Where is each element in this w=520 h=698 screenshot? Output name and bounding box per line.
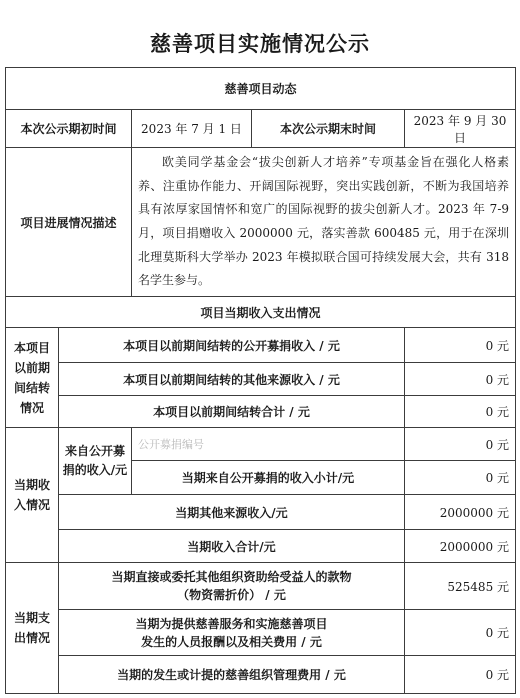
progress-row [6,148,516,297]
carryover-row-total [6,396,516,428]
period-start-label: 本次公示期初时间 [6,110,132,148]
expense-admin-label: 当期的发生或计提的慈善组织管理费用 / 元 [59,656,405,694]
carryover-public-value: 0 元 [405,328,516,363]
income-total-label: 当期收入合计/元 [59,530,405,563]
income-total-value: 2000000 元 [405,530,516,563]
expense-direct-line2: （物资需折价） / 元 [177,588,286,602]
income-public-subtotal-value: 0 元 [405,461,516,495]
page-title: 慈善项目实施情况公示 [150,31,370,56]
income-label: 当期收入情况 [6,428,59,563]
expense-staff-row [6,610,516,656]
dynamics-header: 慈善项目动态 [6,68,516,110]
expense-admin-value: 0 元 [405,656,516,694]
expense-direct-value: 525485 元 [405,563,516,610]
income-total-row [6,530,516,563]
income-other-label: 当期其他来源收入/元 [59,495,405,530]
expense-direct-label [59,563,405,610]
expense-staff-value: 0 元 [405,610,516,656]
carryover-total-label: 本项目以前期间结转合计 / 元 [59,396,405,428]
carryover-other-value: 0 元 [405,363,516,396]
income-public-subtotal-label: 当期来自公开募捐的收入小计/元 [132,461,405,495]
carryover-public-label: 本项目以前期间结转的公开募捐收入 / 元 [59,328,405,363]
period-start-value: 2023 年 7 月 1 日 [132,110,252,147]
carryover-other-label: 本项目以前期间结转的其他来源收入 / 元 [59,363,405,396]
expense-direct-line1: 当期直接或委托其他组织资助给受益人的款物 [111,570,352,584]
expense-staff-label [59,610,405,656]
expense-label: 当期支出情况 [6,563,59,694]
carryover-row-other [6,363,516,396]
expense-staff-line1: 当期为提供慈善服务和实施慈善项目 [135,616,328,631]
finance-header-row [6,297,516,328]
progress-description: 欧美同学基金会“拔尖创新人才培养”专项基金旨在强化人格素养、注重协作能力、开阔国际视野，突出实践创新，不断为我国培养具有浓厚家国情怀和宽广的国际视野的拔尖创新人才。2023 年 7-9 月，项目捐赠收入 2000000 元，落实善款 600485 元，用于在深圳北理莫斯科大学举办 2023 年模拟联合国可持续发展大会，共有 318 名学生参与。 [132,148,516,297]
period-end-label: 本次公示期末时间 [279,122,376,136]
finance-header: 项目当期收入支出情况 [6,297,516,328]
income-other-row [6,495,516,530]
carryover-total-value: 0 元 [405,396,516,428]
progress-label: 项目进展情况描述 [6,148,132,297]
disclosure-table [5,67,516,694]
income-public-label: 来自公开募捐的收入/元 [59,428,132,495]
income-public-row [6,428,516,461]
period-end-value: 2023 年 9 月 30 日 [405,110,516,148]
carryover-label: 本项目以前期间结转情况 [6,328,59,428]
dynamics-header-row [6,68,516,110]
public-fundraising-number-field: 公开募捐编号 [132,428,405,461]
income-public-value: 0 元 [405,428,516,461]
period-row [6,110,516,148]
income-other-value: 2000000 元 [405,495,516,530]
expense-direct-row [6,563,516,610]
expense-staff-line2: 发生的人员报酬以及相关费用 / 元 [141,634,322,649]
carryover-row-public [6,328,516,363]
expense-admin-row [6,656,516,694]
